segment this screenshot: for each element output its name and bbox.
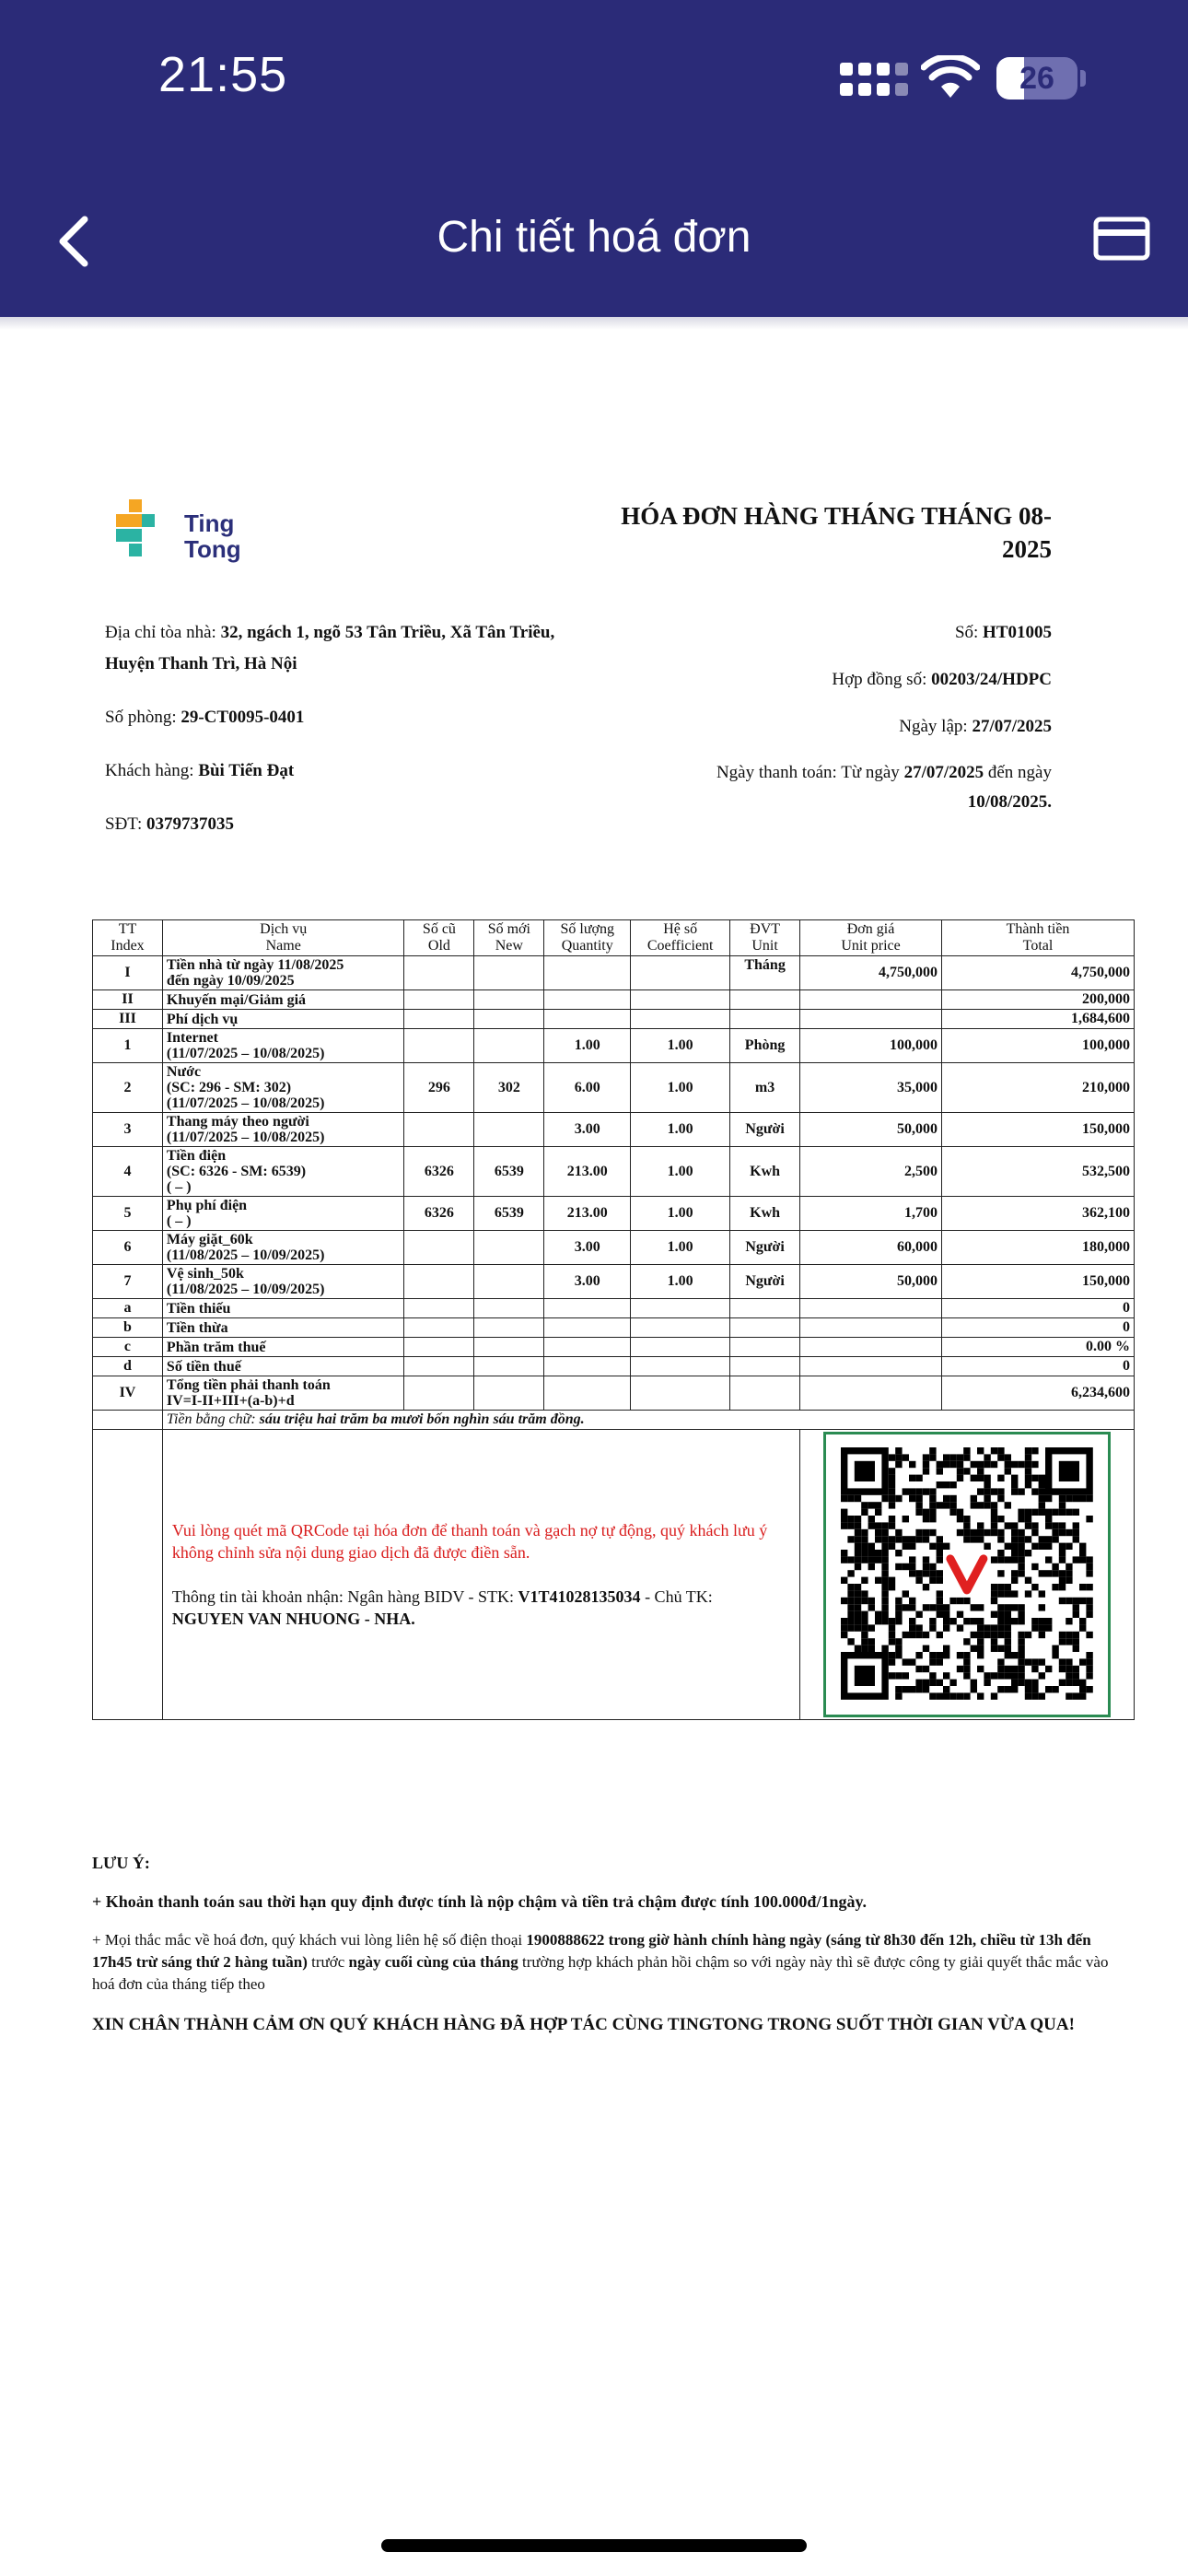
cell-qty: [544, 1318, 631, 1338]
cell-old: [404, 1113, 474, 1147]
cell-coef: [631, 1357, 730, 1376]
cell-total: 150,000: [942, 1265, 1135, 1299]
table-row: [93, 1265, 1135, 1299]
cell-idx: 6: [93, 1231, 163, 1265]
column-header: Thành tiền Total: [942, 920, 1135, 956]
cell-name: Phụ phí điện ( – ): [162, 1197, 404, 1231]
cell-qty: [544, 1010, 631, 1029]
column-header: Số cũ Old: [404, 920, 474, 956]
column-header: Số lượng Quantity: [544, 920, 631, 956]
battery-level: 26: [1019, 61, 1054, 96]
payment-instructions: [162, 1430, 799, 1720]
contract-number: Hợp đồng số: 00203/24/HDPC: [832, 670, 1052, 689]
cell-old: [404, 990, 474, 1010]
cell-name: Tiền thừa: [162, 1318, 404, 1338]
cell-coef: [631, 1376, 730, 1411]
table-row: [93, 1231, 1135, 1265]
cell-coef: [631, 1010, 730, 1029]
cell-idx: II: [93, 990, 163, 1010]
cell-new: [474, 956, 544, 990]
cell-idx: c: [93, 1338, 163, 1357]
cell-new: 6539: [474, 1147, 544, 1197]
cell-total: 532,500: [942, 1147, 1135, 1197]
cell-new: [474, 1299, 544, 1318]
invoice-number: Số: HT01005: [954, 623, 1052, 642]
column-header: TT Index: [93, 920, 163, 956]
cell-idx: 2: [93, 1063, 163, 1113]
cell-price: [800, 1338, 942, 1357]
cell-total: 4,750,000: [942, 956, 1135, 990]
cell-old: [404, 1338, 474, 1357]
payment-card-button[interactable]: [1092, 214, 1151, 265]
table-row: [93, 1147, 1135, 1197]
cell-qty: 213.00: [544, 1147, 631, 1197]
cell-qty: [544, 1299, 631, 1318]
cell-qty: 3.00: [544, 1113, 631, 1147]
cell-coef: 1.00: [631, 1063, 730, 1113]
cell-coef: [631, 1338, 730, 1357]
cell-new: [474, 1231, 544, 1265]
cell-qty: 213.00: [544, 1197, 631, 1231]
cell-price: 1,700: [800, 1197, 942, 1231]
cell-unit: Phòng: [730, 1029, 800, 1063]
cell-name: Tiền thiếu: [162, 1299, 404, 1318]
cell-name: Nước (SC: 296 - SM: 302) (11/07/2025 – 10/08/2025): [162, 1063, 404, 1113]
header-shadow: [0, 317, 1188, 330]
cell-idx: III: [93, 1010, 163, 1029]
cell-name: Vệ sinh_50k (11/08/2025 – 10/09/2025): [162, 1265, 404, 1299]
cell-new: [474, 1010, 544, 1029]
invoice-title: [573, 499, 1052, 566]
thank-you-message: XIN CHÂN THÀNH CẢM ƠN QUÝ KHÁCH HÀNG ĐÃ HỢP TÁC CÙNG TINGTONG TRONG SUỐT THỜI GIAN VỪA QUA!: [92, 2015, 1075, 2034]
cell-total: 0: [942, 1299, 1135, 1318]
cell-idx: 1: [93, 1029, 163, 1063]
late-payment-note: + Khoản thanh toán sau thời hạn quy định được tính là nộp chậm và tiền trả chậm được tính 100.000đ/1ngày.: [92, 1892, 867, 1911]
cell-new: 302: [474, 1063, 544, 1113]
table-row: [93, 1010, 1135, 1029]
table-body: [93, 956, 1135, 1411]
cell-coef: [631, 1299, 730, 1318]
cell-idx: a: [93, 1299, 163, 1318]
cell-coef: 1.00: [631, 1197, 730, 1231]
table-row: [93, 1113, 1135, 1147]
cell-idx: 5: [93, 1197, 163, 1231]
cell-name: Tiền điện (SC: 6326 - SM: 6539) ( – ): [162, 1147, 404, 1197]
logo-mark-icon: [105, 498, 169, 562]
column-header: Hệ số Coefficient: [631, 920, 730, 956]
qr-instruction: Vui lòng quét mã QRCode tại hóa đơn để thanh toán và gạch nợ tự động, quý khách lưu ý không chỉnh sửa nội dung giao dịch đã được điền sẵn.: [171, 1521, 768, 1562]
cell-new: 6539: [474, 1197, 544, 1231]
cell-new: [474, 1357, 544, 1376]
cell-qty: [544, 1376, 631, 1411]
cell-name: Khuyến mại/Giảm giá: [162, 990, 404, 1010]
cell-old: 6326: [404, 1147, 474, 1197]
building-address: Địa chỉ tòa nhà: 32, ngách 1, ngõ 53 Tân Triều, Xã Tân Triều, Huyện Thanh Trì, Hà Nội: [105, 623, 555, 673]
battery-icon: [996, 57, 1077, 100]
cell-new: [474, 1318, 544, 1338]
cell-idx: 3: [93, 1113, 163, 1147]
room-number: Số phòng: 29-CT0095-0401: [105, 708, 305, 727]
invoice-table: [92, 919, 1135, 1720]
column-header: ĐVT Unit: [730, 920, 800, 956]
cell-old: [404, 956, 474, 990]
cell-unit: [730, 1376, 800, 1411]
table-row: [93, 1029, 1135, 1063]
cell-total: 6,234,600: [942, 1376, 1135, 1411]
cell-name: Tổng tiền phải thanh toán IV=I-II+III+(a-b)+d: [162, 1376, 404, 1411]
cell-qty: [544, 956, 631, 990]
cell-idx: d: [93, 1357, 163, 1376]
cell-unit: Kwh: [730, 1147, 800, 1197]
table-row: [93, 1197, 1135, 1231]
cell-unit: [730, 1318, 800, 1338]
issue-date: Ngày lập: 27/07/2025: [899, 717, 1052, 736]
cell-coef: [631, 1318, 730, 1338]
qr-code-icon: [826, 1434, 1108, 1715]
cell-price: 35,000: [800, 1063, 942, 1113]
cell-unit: Người: [730, 1265, 800, 1299]
cell-unit: Người: [730, 1113, 800, 1147]
invoice-meta: [536, 617, 1052, 833]
cell-total: 1,684,600: [942, 1010, 1135, 1029]
cell-coef: 1.00: [631, 1029, 730, 1063]
table-row: [93, 1376, 1135, 1411]
cell-qty: 3.00: [544, 1231, 631, 1265]
payment-period: Ngày thanh toán: Từ ngày 27/07/2025 đến ngày 10/08/2025.: [716, 763, 1052, 812]
wifi-icon: [921, 55, 980, 101]
cell-qty: 6.00: [544, 1063, 631, 1113]
cell-price: [800, 1376, 942, 1411]
cell-qty: [544, 1357, 631, 1376]
notes-section: [92, 1852, 1135, 2054]
cell-unit: m3: [730, 1063, 800, 1113]
cell-name: Phần trăm thuế: [162, 1338, 404, 1357]
customer-name: Khách hàng: Bùi Tiến Đạt: [105, 761, 295, 780]
cell-coef: 1.00: [631, 1265, 730, 1299]
cell-price: 60,000: [800, 1231, 942, 1265]
cell-old: [404, 1318, 474, 1338]
cell-unit: [730, 990, 800, 1010]
cell-name: Số tiền thuế: [162, 1357, 404, 1376]
cell-total: 100,000: [942, 1029, 1135, 1063]
cell-price: 4,750,000: [800, 956, 942, 990]
cell-price: [800, 1357, 942, 1376]
cell-price: 50,000: [800, 1265, 942, 1299]
cell-unit: Kwh: [730, 1197, 800, 1231]
invoice-title-line2: 2025: [1002, 535, 1052, 563]
amount-in-words: Tiền bằng chữ: sáu triệu hai trăm ba mươi bốn nghìn sáu trăm đồng.: [162, 1411, 1134, 1430]
cell-total: 150,000: [942, 1113, 1135, 1147]
credit-card-icon: [1092, 214, 1151, 265]
cell-name: Phí dịch vụ: [162, 1010, 404, 1029]
cell-price: [800, 1010, 942, 1029]
cell-unit: [730, 1010, 800, 1029]
cell-new: [474, 1113, 544, 1147]
cell-old: [404, 1299, 474, 1318]
cell-old: [404, 1010, 474, 1029]
notes-title: LƯU Ý:: [92, 1854, 150, 1872]
cell-qty: 1.00: [544, 1029, 631, 1063]
payment-qr-code[interactable]: [823, 1432, 1111, 1717]
cell-price: 50,000: [800, 1113, 942, 1147]
contact-note: + Mọi thắc mắc về hoá đơn, quý khách vui lòng liên hệ số điện thoại 1900888622 trong giờ hành chính hàng ngày (sáng từ 8h30 đến 12h, chiều từ 13h đến 17h45 trừ sáng thứ 2 hàng tuần) trước ngày cuối cùng của tháng trường hợp khách phản hồi chậm so với ngày này thì sẽ được công ty giải quyết thắc mắc vào hoá đơn của tháng tiếp theo: [92, 1931, 1109, 1993]
cell-unit: [730, 1299, 800, 1318]
cell-old: 296: [404, 1063, 474, 1113]
cell-unit: [730, 1357, 800, 1376]
table-header-row: [93, 920, 1135, 956]
table-row: [93, 1299, 1135, 1318]
cell-coef: [631, 990, 730, 1010]
cell-new: [474, 1376, 544, 1411]
column-header: Số mới New: [474, 920, 544, 956]
cell-price: [800, 990, 942, 1010]
cell-total: 180,000: [942, 1231, 1135, 1265]
app-header: [0, 0, 1188, 317]
cell-total: 200,000: [942, 990, 1135, 1010]
cell-idx: IV: [93, 1376, 163, 1411]
cell-price: [800, 1299, 942, 1318]
cell-total: 0: [942, 1357, 1135, 1376]
cell-unit: Tháng: [730, 956, 800, 990]
cell-price: 2,500: [800, 1147, 942, 1197]
cell-idx: 7: [93, 1265, 163, 1299]
cell-old: 6326: [404, 1197, 474, 1231]
cell-old: [404, 1029, 474, 1063]
cell-total: 362,100: [942, 1197, 1135, 1231]
cell-name: Thang máy theo người (11/07/2025 – 10/08/2025): [162, 1113, 404, 1147]
cell-coef: 1.00: [631, 1147, 730, 1197]
cell-old: [404, 1265, 474, 1299]
bank-account-info: Thông tin tài khoản nhận: Ngân hàng BIDV - STK: V1T41028135034 - Chủ TK: NGUYEN VAN NHUONG - NHA.: [171, 1587, 713, 1628]
table-row: [93, 1318, 1135, 1338]
table-row: [93, 956, 1135, 990]
table-row: [93, 1357, 1135, 1376]
cell-qty: [544, 1338, 631, 1357]
cell-unit: Người: [730, 1231, 800, 1265]
cell-coef: [631, 956, 730, 990]
invoice-title-line1: HÓA ĐƠN HÀNG THÁNG THÁNG 08-: [621, 502, 1052, 530]
cell-price: [800, 1318, 942, 1338]
cell-qty: 3.00: [544, 1265, 631, 1299]
table-row: [93, 990, 1135, 1010]
cell-idx: b: [93, 1318, 163, 1338]
payment-row: [93, 1430, 1135, 1720]
cell-total: 0.00 %: [942, 1338, 1135, 1357]
table-row: [93, 1063, 1135, 1113]
table-row: [93, 1338, 1135, 1357]
cell-old: [404, 1231, 474, 1265]
cell-qty: [544, 990, 631, 1010]
cell-old: [404, 1376, 474, 1411]
page-title: Chi tiết hoá đơn: [437, 213, 751, 262]
cell-name: Máy giặt_60k (11/08/2025 – 10/09/2025): [162, 1231, 404, 1265]
cell-total: 0: [942, 1318, 1135, 1338]
amount-in-words-row: [93, 1411, 1135, 1430]
cell-price: 100,000: [800, 1029, 942, 1063]
customer-phone: SĐT: 0379737035: [105, 814, 234, 834]
home-indicator[interactable]: [381, 2539, 807, 2552]
logo-text: Ting Tong: [184, 509, 241, 563]
column-header: Dịch vụ Name: [162, 920, 404, 956]
cell-idx: 4: [93, 1147, 163, 1197]
battery-tip: [1080, 70, 1086, 87]
cell-unit: [730, 1338, 800, 1357]
cell-old: [404, 1357, 474, 1376]
cell-name: Tiền nhà từ ngày 11/08/2025 đến ngày 10/09/2025: [162, 956, 404, 990]
cell-coef: 1.00: [631, 1113, 730, 1147]
cell-new: [474, 990, 544, 1010]
status-time: 21:55: [158, 47, 288, 102]
column-header: Đơn giá Unit price: [800, 920, 942, 956]
tingtong-logo: [105, 498, 271, 571]
cell-new: [474, 1029, 544, 1063]
cell-new: [474, 1265, 544, 1299]
cell-name: Internet (11/07/2025 – 10/08/2025): [162, 1029, 404, 1063]
cellular-signal-icon: [840, 63, 910, 101]
cell-new: [474, 1338, 544, 1357]
cell-idx: I: [93, 956, 163, 990]
cell-total: 210,000: [942, 1063, 1135, 1113]
cell-coef: 1.00: [631, 1231, 730, 1265]
